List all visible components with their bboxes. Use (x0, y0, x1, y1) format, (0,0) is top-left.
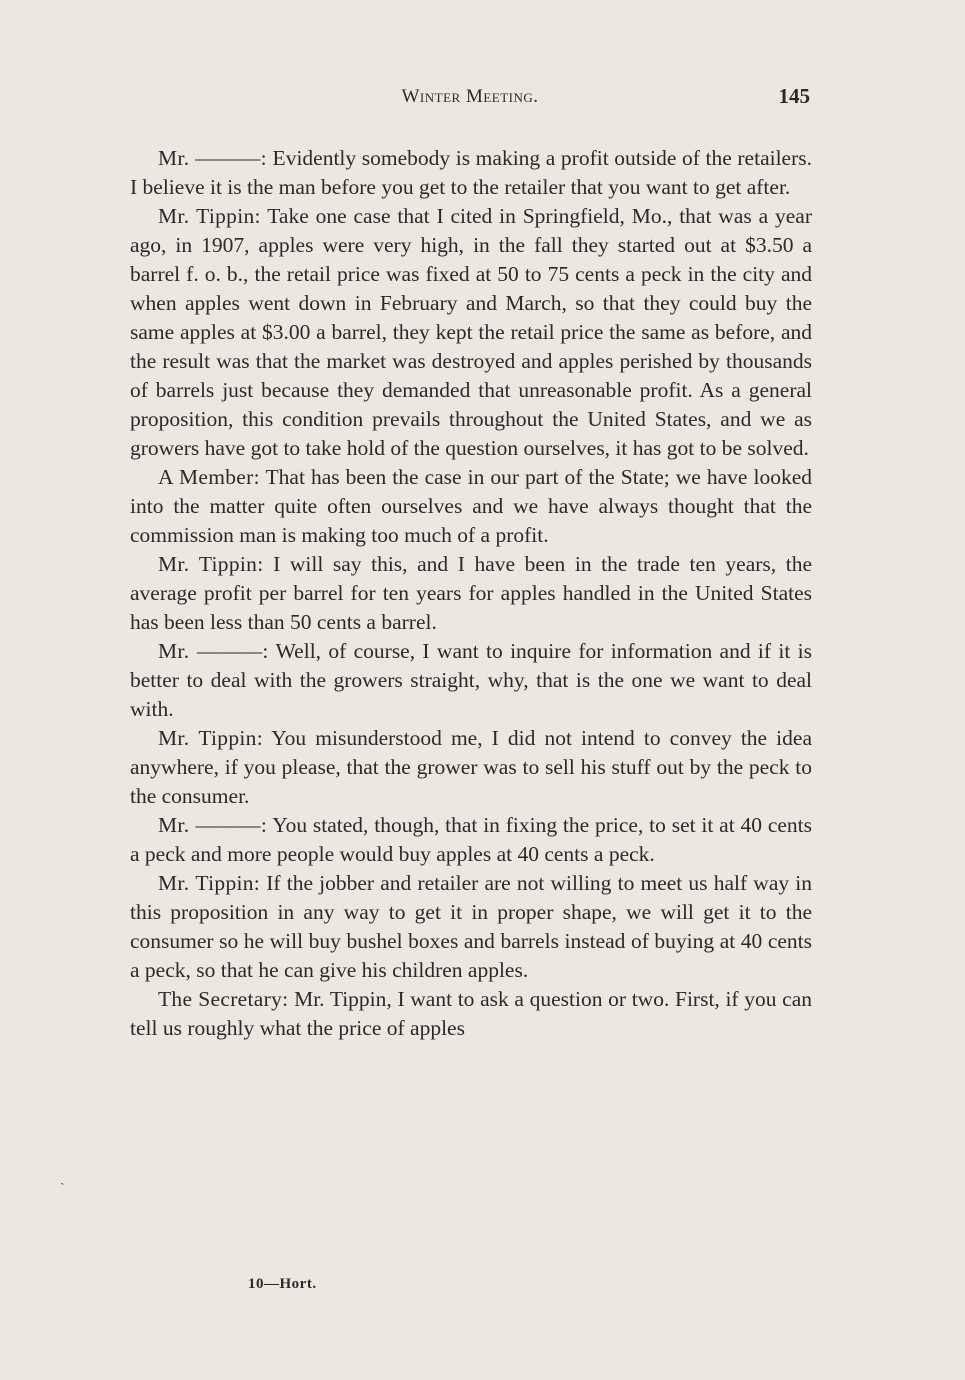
paragraph (130, 869, 812, 985)
paragraph (130, 985, 812, 1043)
paragraph (130, 144, 812, 202)
speaker-label: Mr. ———: (158, 813, 268, 837)
speaker-label: Mr. Tippin: (158, 552, 264, 576)
speaker-label: Mr. ———: (158, 146, 267, 170)
paragraph (130, 463, 812, 550)
speaker-label: Mr. Tippin: (158, 726, 264, 750)
speaker-label: A Member: (158, 465, 260, 489)
paragraph-text: Take one case that I cited in Springfield, Mo., that was a year ago, in 1907, apples were very high, in the fall they started out at $3.50 a barrel f. o. b., the retail price was fixed at 50 to 75 cents a peck in the city and when apples went down in February and March, so that they could buy the same apples at $3.00 a barrel, they kept the retail price the same as before, and the result was that the market was destroyed and apples perished by thousands of barrels just because they demanded that unreasonable profit. As a general proposition, this condition prevails throughout the United States, and we as growers have got to take hold of the question ourselves, it has got to be solved. (130, 204, 812, 460)
paragraph (130, 202, 812, 463)
paragraph (130, 811, 812, 869)
page-number: 145 (778, 84, 810, 108)
paragraph-text: You stated, though, that in fixing the price, to set it at 40 cents a peck and more people would buy apples at 40 cents a peck. (130, 813, 813, 866)
speaker-label: Mr. Tippin: (158, 204, 261, 228)
speaker-label: Mr. Tippin: (158, 871, 261, 895)
paragraph-text: Mr. Tippin, I want to ask a question or two. First, if you can tell us roughly what the price of apples (130, 987, 812, 1040)
paragraph (130, 550, 812, 637)
paragraph-text: If the jobber and retailer are not willing to meet us half way in this proposition in any way to get it in proper shape, we will get it to the consumer so he will buy bushel boxes and barrels instead of buying at 40 cents a peck, so that he can give his children apples. (130, 871, 812, 982)
speaker-label: Mr. ———: (158, 639, 269, 663)
paragraph (130, 724, 812, 811)
speaker-label: The Secretary: (158, 987, 289, 1011)
running-title: Winter Meeting. (401, 86, 539, 107)
running-head (130, 86, 810, 116)
signature-mark: 10—Hort. (248, 1276, 317, 1292)
body-text (130, 144, 812, 1043)
paragraph-text: Evidently somebody is making a profit outside of the retailers. I believe it is the man before you get to the retailer that you want to get after. (130, 146, 812, 199)
paragraph-text: Well, of course, I want to inquire for information and if it is better to deal with the growers straight, why, that is the one we want to deal with. (130, 639, 812, 721)
paragraph-text: That has been the case in our part of the State; we have looked into the matter quite often ourselves and we have always thought that the commission man is making too much of a profit. (130, 465, 812, 547)
margin-mark: ˏ (60, 1170, 65, 1186)
paragraph-text: I will say this, and I have been in the trade ten years, the average profit per barrel for ten years for apples handled in the United States has been less than 50 cents a barrel. (130, 552, 812, 634)
paragraph-text: You misunderstood me, I did not intend to convey the idea anywhere, if you please, that the grower was to sell his stuff out by the peck to the consumer. (130, 726, 812, 808)
paragraph (130, 637, 812, 724)
